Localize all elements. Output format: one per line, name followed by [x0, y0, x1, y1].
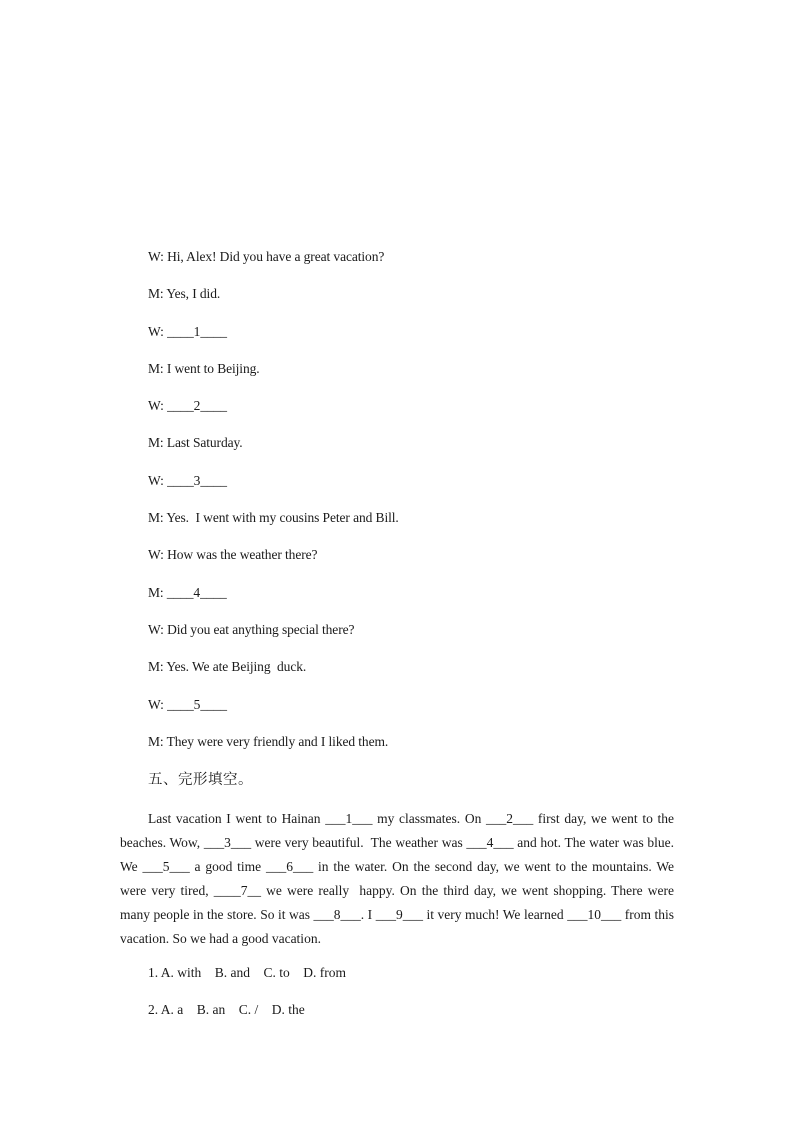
dialogue-line: W: How was the weather there? — [148, 547, 318, 563]
question-options: 1. A. with B. and C. to D. from — [148, 965, 346, 980]
dialogue-line: W: ____3____ — [148, 472, 227, 488]
dialogue-line: M: Yes. I went with my cousins Peter and Bill. — [148, 510, 399, 526]
answer-options — [148, 964, 678, 1039]
dialogue-line: M: They were very friendly and I liked them. — [148, 733, 389, 749]
dialogue-line: M: Yes. We ate Beijing duck. — [148, 659, 307, 675]
question-options: 2. A. a B. an C. / D. the — [148, 1002, 305, 1018]
dialogue-line: M: Last Saturday. — [148, 435, 243, 451]
cloze-passage: Last vacation I went to Hainan ___1___ my classmates. On ___2___ first day, we went to the beaches. Wow, ___3___ were very beautiful. The weather was ___4___ and hot. The water was blue. We ___5___ a good time ___6___ in the water. On the second day, we went to the mountains. We were very tired, ____7__ we were really happy. On the third day, we went shopping. There were many people in the store. So it was ___8___. I ___9___ it very much! We learned ___10___ from this vacation. So we had a good vacation. — [120, 811, 678, 946]
dialogue-line: W: ____5____ — [148, 696, 227, 712]
dialogue-line: M: ____4____ — [148, 584, 227, 600]
dialogue-line: W: Did you eat anything special there? — [148, 621, 355, 637]
dialogue-line: W: ____2____ — [148, 398, 227, 414]
dialogue-line: W: ____1____ — [148, 323, 227, 339]
dialogue-line: M: Yes, I did. — [148, 286, 221, 302]
dialogue — [148, 248, 678, 770]
dialogue-line: W: Hi, Alex! Did you have a great vacation? — [148, 249, 385, 264]
dialogue-line: M: I went to Beijing. — [148, 360, 260, 376]
section-heading: 五、完形填空。 — [148, 772, 253, 788]
